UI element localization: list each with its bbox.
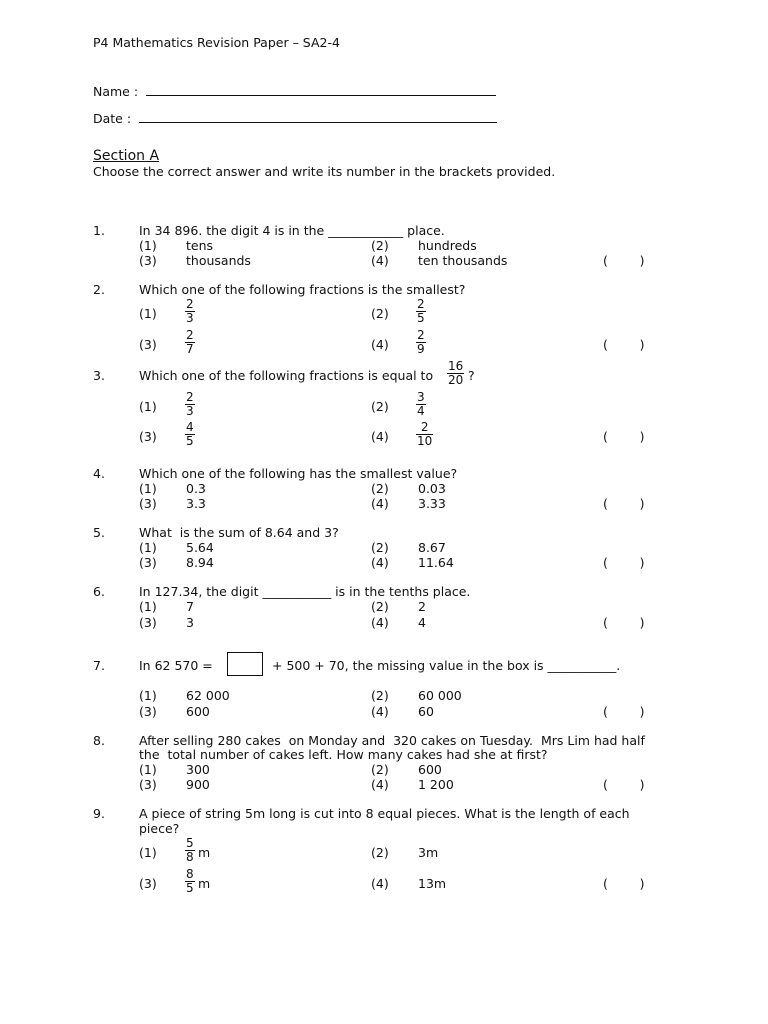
denominator: 3 [186,311,194,325]
option-4-value: 3.33 [418,496,446,511]
option-1-number: (1) [139,599,157,614]
option-2-value: 0.03 [418,481,446,496]
option-4-fraction [416,329,426,355]
option-3-number: (3) [139,253,157,268]
option-4-number: (4) [371,555,389,570]
option-4-number: (4) [371,429,389,444]
option-4-fraction [416,421,433,447]
option-1-number: (1) [139,306,157,321]
name-field[interactable] [93,84,496,99]
question-number: 1. [93,223,105,238]
option-2-fraction [416,391,426,417]
section-title: Section A [93,148,160,164]
numerator: 2 [417,297,425,311]
option-3-number: (3) [139,337,157,352]
option-3-value: 8.94 [186,555,214,570]
question-number: 2. [93,282,105,297]
option-1-value: 5.64 [186,540,214,555]
answer-bracket[interactable]: ( ) [603,876,645,891]
name-blank-line[interactable] [146,84,496,96]
option-1-value: 7 [186,599,194,614]
option-2-number: (2) [371,306,389,321]
option-1-unit: m [198,845,211,860]
option-2-number: (2) [371,238,389,253]
question-text: Which one of the following fractions is the smallest? [139,282,466,297]
question-number: 7. [93,658,105,673]
question-number: 9. [93,806,105,821]
question-number: 5. [93,525,105,540]
option-2-value: hundreds [418,238,477,253]
question-text-line-1: After selling 280 cakes on Monday and 320 cakes on Tuesday. Mrs Lim had half [139,733,645,748]
question-fraction [447,360,464,386]
answer-bracket[interactable]: ( ) [603,496,645,511]
option-4-number: (4) [371,337,389,352]
option-1-value: tens [186,238,214,253]
denominator: 5 [417,311,425,325]
option-1-fraction [185,391,195,417]
option-2-number: (2) [371,399,389,414]
denominator: 9 [417,342,425,356]
option-2-number: (2) [371,540,389,555]
option-3-number: (3) [139,704,157,719]
option-2-number: (2) [371,762,389,777]
answer-bracket[interactable]: ( ) [603,777,645,792]
option-1-number: (1) [139,540,157,555]
option-4-value: 1 200 [418,777,454,792]
option-2-number: (2) [371,599,389,614]
denominator: 5 [186,434,194,448]
option-3-number: (3) [139,496,157,511]
paper-title: P4 Mathematics Revision Paper – SA2-4 [93,35,340,50]
denominator: 4 [417,404,425,418]
option-3-value: 3.3 [186,496,206,511]
option-3-fraction [185,329,195,355]
question-mark: ? [468,368,475,383]
option-3-number: (3) [139,429,157,444]
numerator: 2 [420,420,429,434]
denominator: 20 [448,373,464,387]
question-text: In 127.34, the digit ___________ is in the tenths place. [139,584,471,599]
numerator: 8 [186,867,194,881]
option-4-number: (4) [371,704,389,719]
answer-bracket[interactable]: ( ) [603,555,645,570]
option-2-value: 2 [418,599,426,614]
question-text: What is the sum of 8.64 and 3? [139,525,339,540]
denominator: 3 [186,404,194,418]
missing-value-box[interactable] [227,652,263,676]
option-3-unit: m [198,876,211,891]
option-1-number: (1) [139,845,157,860]
question-text: In 34 896. the digit 4 is in the ____________ place. [139,223,445,238]
option-3-value: thousands [186,253,251,268]
answer-bracket[interactable]: ( ) [603,615,645,630]
answer-bracket[interactable]: ( ) [603,253,645,268]
answer-bracket[interactable]: ( ) [603,337,645,352]
question-text-part-2: + 500 + 70, the missing value in the box is ___________. [272,658,621,673]
denominator: 5 [186,881,194,895]
option-4-number: (4) [371,777,389,792]
option-1-value: 300 [186,762,210,777]
option-1-number: (1) [139,762,157,777]
option-3-number: (3) [139,615,157,630]
option-4-value: 11.64 [418,555,454,570]
option-1-fraction [185,298,195,324]
numerator: 2 [186,390,194,404]
option-4-number: (4) [371,496,389,511]
denominator: 10 [417,434,433,448]
option-1-value: 62 000 [186,688,230,703]
name-label: Name : [93,84,139,99]
option-2-value: 60 000 [418,688,462,703]
question-text-line-2: piece? [139,821,180,836]
numerator: 16 [448,359,464,373]
option-1-number: (1) [139,399,157,414]
option-3-value: 3 [186,615,194,630]
question-text: Which one of the following has the smallest value? [139,466,458,481]
question-text-line-2: the total number of cakes left. How many cakes had she at first? [139,747,548,762]
numerator: 5 [186,836,194,850]
date-blank-line[interactable] [139,111,497,123]
numerator: 2 [186,297,194,311]
option-2-number: (2) [371,845,389,860]
option-3-number: (3) [139,876,157,891]
option-2-value: 600 [418,762,442,777]
option-3-value: 900 [186,777,210,792]
option-3-fraction [185,868,195,894]
numerator: 2 [186,328,194,342]
option-4-number: (4) [371,615,389,630]
option-2-fraction [416,298,426,324]
option-4-value: 60 [418,704,434,719]
date-label: Date : [93,111,132,126]
option-1-number: (1) [139,688,157,703]
option-4-number: (4) [371,253,389,268]
option-1-number: (1) [139,238,157,253]
option-4-value: 4 [418,615,426,630]
option-2-value: 3m [418,845,439,860]
option-3-number: (3) [139,777,157,792]
option-1-fraction [185,837,195,863]
option-2-number: (2) [371,481,389,496]
question-text-line-1: A piece of string 5m long is cut into 8 equal pieces. What is the length of each [139,806,630,821]
numerator: 3 [417,390,425,404]
question-number: 4. [93,466,105,481]
option-2-number: (2) [371,688,389,703]
question-number: 8. [93,733,105,748]
answer-bracket[interactable]: ( ) [603,704,645,719]
question-text: Which one of the following fractions is equal to [139,368,434,383]
option-3-fraction [185,421,195,447]
numerator: 2 [417,328,425,342]
answer-bracket[interactable]: ( ) [603,429,645,444]
option-3-number: (3) [139,555,157,570]
question-number: 6. [93,584,105,599]
date-field[interactable] [93,111,497,126]
section-instructions: Choose the correct answer and write its number in the brackets provided. [93,164,556,179]
question-number: 3. [93,368,105,383]
option-1-value: 0.3 [186,481,206,496]
denominator: 8 [186,850,194,864]
option-3-value: 600 [186,704,210,719]
option-4-value: ten thousands [418,253,508,268]
question-text-part-1: In 62 570 = [139,658,213,673]
denominator: 7 [186,342,194,356]
option-2-value: 8.67 [418,540,446,555]
option-1-number: (1) [139,481,157,496]
option-4-number: (4) [371,876,389,891]
option-4-value: 13m [418,876,447,891]
numerator: 4 [186,420,194,434]
